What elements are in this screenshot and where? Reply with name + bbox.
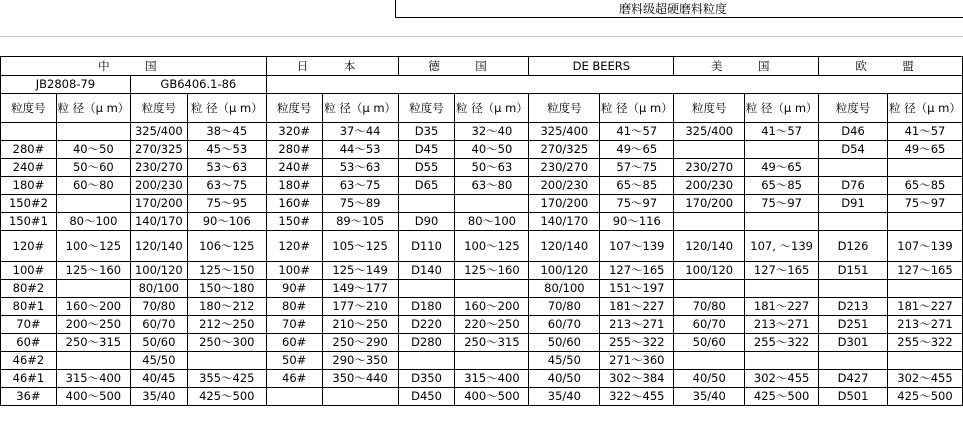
row-gridline [0,36,963,37]
grade-cell: D110 [398,231,455,262]
grade-cell: 40/50 [674,370,745,388]
size-cell [56,280,130,298]
size-cell: 125～150 [187,262,266,280]
size-cell: 75～89 [322,195,398,213]
size-cell [745,352,819,370]
country-header-row [1,57,963,76]
size-cell [887,352,962,370]
grade-cell [1,123,57,141]
size-cell: 181～227 [600,298,674,316]
size-cell: 220～250 [455,316,529,334]
size-cell: 302～384 [600,370,674,388]
size-cell: 212～250 [187,316,266,334]
size-cell: 400～500 [455,388,529,406]
grade-cell: 50/60 [529,334,600,352]
grade-cell: 180# [266,177,322,195]
size-cell [455,195,529,213]
table-row [1,231,963,262]
grade-cell: 50/60 [674,334,745,352]
size-cell [322,388,398,406]
country-usa: 美 国 [674,57,819,76]
size-cell: 213～271 [745,316,819,334]
size-cell: 315～400 [56,370,130,388]
size-cell [745,280,819,298]
size-cell: 181～227 [887,298,962,316]
grade-cell: 150# [266,213,322,231]
grade-cell [819,159,888,177]
size-cell: 40～50 [455,141,529,159]
grade-cell: 230/270 [130,159,187,177]
col-header-size: 粒 径（μ m） [600,94,674,123]
grade-cell: 170/200 [674,195,745,213]
grade-cell: 70/80 [529,298,600,316]
grade-cell: 45/50 [529,352,600,370]
grade-cell: 35/40 [529,388,600,406]
size-cell [887,280,962,298]
size-cell: 105～125 [322,231,398,262]
grade-cell: 35/40 [674,388,745,406]
size-cell: 125～160 [455,262,529,280]
grade-cell: 325/400 [674,123,745,141]
grade-cell: 270/325 [130,141,187,159]
size-cell: 213～271 [600,316,674,334]
table-row [1,370,963,388]
grade-cell: 160# [266,195,322,213]
grade-cell: 140/170 [130,213,187,231]
size-cell: 65～85 [600,177,674,195]
grade-cell: 230/270 [529,159,600,177]
size-cell: 250～300 [187,334,266,352]
col-header-size: 粒 径（μ m） [187,94,266,123]
table-row [1,123,963,141]
size-cell: 38～45 [187,123,266,141]
table-row [1,280,963,298]
grade-cell: D126 [819,231,888,262]
size-cell: 49～65 [887,141,962,159]
grade-cell: 200/230 [529,177,600,195]
col-header-grade: 粒度号 [398,94,455,123]
size-cell: 49～65 [600,141,674,159]
grade-cell: 280# [1,141,57,159]
col-header-size: 粒 径（μ m） [745,94,819,123]
grade-cell: 60/70 [674,316,745,334]
grade-cell [674,352,745,370]
size-cell [56,195,130,213]
grade-cell [819,352,888,370]
grade-cell: 150#1 [1,213,57,231]
grade-cell: D90 [398,213,455,231]
size-cell: 60～80 [56,177,130,195]
grade-cell: 80#2 [1,280,57,298]
grade-cell: 325/400 [529,123,600,141]
sheet-title: 磨料级超硬磨料粒度 [618,2,727,16]
grade-cell [398,352,455,370]
size-cell: 65～85 [745,177,819,195]
size-cell: 127～165 [887,262,962,280]
size-cell: 50～60 [56,159,130,177]
size-cell: 315～400 [455,370,529,388]
table-row [1,388,963,406]
size-cell: 107～139 [887,231,962,262]
grade-cell: 120/140 [529,231,600,262]
grade-cell: 90# [266,280,322,298]
grade-cell: D45 [398,141,455,159]
size-cell: 213～271 [887,316,962,334]
grade-cell: 80#1 [1,298,57,316]
size-cell: 177～210 [322,298,398,316]
size-cell: 50～63 [455,159,529,177]
grade-cell [398,195,455,213]
grade-cell: D301 [819,334,888,352]
size-cell: 41～57 [887,123,962,141]
country-eu: 欧 盟 [819,57,963,76]
country-debeers: DE BEERS [529,57,674,76]
size-cell: 255～322 [745,334,819,352]
standard-jb2808: JB2808-79 [1,76,131,94]
size-cell: 125～160 [56,262,130,280]
size-cell: 41～57 [745,123,819,141]
grade-cell: D180 [398,298,455,316]
size-cell: 107, ～139 [745,231,819,262]
standard-row-blank [266,76,962,94]
country-china: 中 国 [1,57,267,76]
table-row [1,298,963,316]
grade-cell: 150#2 [1,195,57,213]
size-cell: 89～105 [322,213,398,231]
size-cell: 350～440 [322,370,398,388]
grade-cell: D140 [398,262,455,280]
column-header-row [1,94,963,123]
size-cell [887,159,962,177]
grade-cell: 240# [1,159,57,177]
size-cell: 75～97 [600,195,674,213]
size-cell: 90～116 [600,213,674,231]
size-cell: 250～290 [322,334,398,352]
standard-row [1,76,963,94]
size-cell: 100～125 [56,231,130,262]
grade-cell: D65 [398,177,455,195]
col-header-size: 粒 径（μ m） [56,94,130,123]
size-cell: 355～425 [187,370,266,388]
size-cell: 250～315 [455,334,529,352]
grade-cell: D76 [819,177,888,195]
grade-cell: 100# [266,262,322,280]
table-row [1,262,963,280]
table-row [1,213,963,231]
grade-cell: D450 [398,388,455,406]
grade-cell: 36# [1,388,57,406]
title-bar [0,0,963,18]
grade-cell: D91 [819,195,888,213]
size-cell [887,213,962,231]
grade-cell: 240# [266,159,322,177]
size-cell: 271～360 [600,352,674,370]
size-cell: 40～50 [56,141,130,159]
size-cell: 127～165 [745,262,819,280]
grade-cell: D54 [819,141,888,159]
size-cell: 44～53 [322,141,398,159]
grade-cell: 80/100 [130,280,187,298]
size-cell: 80～100 [455,213,529,231]
size-cell: 49～65 [745,159,819,177]
size-cell: 100～125 [455,231,529,262]
grade-cell [819,280,888,298]
size-cell: 160～200 [56,298,130,316]
grade-cell: 40/50 [529,370,600,388]
size-cell [56,123,130,141]
table-row [1,195,963,213]
size-cell: 255～322 [600,334,674,352]
grit-size-table [0,56,963,406]
size-cell: 37～44 [322,123,398,141]
size-cell: 65～85 [887,177,962,195]
col-header-grade: 粒度号 [674,94,745,123]
grade-cell [266,388,322,406]
grade-cell: 230/270 [674,159,745,177]
size-cell: 290～350 [322,352,398,370]
size-cell: 75～95 [187,195,266,213]
grade-cell: 70/80 [674,298,745,316]
size-cell [187,352,266,370]
size-cell: 106～125 [187,231,266,262]
table-row [1,334,963,352]
size-cell: 149～177 [322,280,398,298]
size-cell: 57～75 [600,159,674,177]
size-cell: 302～455 [887,370,962,388]
grade-cell: 35/40 [130,388,187,406]
grade-cell: 80/100 [529,280,600,298]
size-cell: 80～100 [56,213,130,231]
grade-cell: 40/45 [130,370,187,388]
size-cell: 180～212 [187,298,266,316]
country-japan: 日 本 [266,57,398,76]
col-header-size: 粒 径（μ m） [322,94,398,123]
grade-cell: 60/70 [130,316,187,334]
grade-cell: 70/80 [130,298,187,316]
grade-cell: 60# [1,334,57,352]
size-cell: 255～322 [887,334,962,352]
grade-cell [819,213,888,231]
size-cell: 210～250 [322,316,398,334]
table-row [1,141,963,159]
grade-cell: 320# [266,123,322,141]
grade-cell: D251 [819,316,888,334]
grade-cell: 70# [1,316,57,334]
grade-cell: 100/120 [674,262,745,280]
size-cell: 53～63 [187,159,266,177]
grade-cell: 45/50 [130,352,187,370]
size-cell: 45～53 [187,141,266,159]
col-header-size: 粒 径（μ m） [455,94,529,123]
grade-cell: 200/230 [130,177,187,195]
table-row [1,177,963,195]
grade-cell: 80# [266,298,322,316]
size-cell [745,141,819,159]
col-header-grade: 粒度号 [130,94,187,123]
grade-cell: 50# [266,352,322,370]
size-cell [455,352,529,370]
size-cell: 425～500 [745,388,819,406]
size-cell: 160～200 [455,298,529,316]
size-cell: 63～75 [322,177,398,195]
grade-cell: 100# [1,262,57,280]
grade-cell [674,280,745,298]
grade-cell [674,213,745,231]
col-header-grade: 粒度号 [529,94,600,123]
size-cell: 41～57 [600,123,674,141]
size-cell: 75～97 [745,195,819,213]
grade-cell: D151 [819,262,888,280]
grade-cell: 120/140 [130,231,187,262]
grade-cell: D46 [819,123,888,141]
grade-cell: D280 [398,334,455,352]
table-row [1,316,963,334]
grade-cell: 46# [266,370,322,388]
title-underline [395,17,963,18]
size-cell: 250～315 [56,334,130,352]
size-cell: 53～63 [322,159,398,177]
grade-cell: 200/230 [674,177,745,195]
grade-cell: 100/120 [130,262,187,280]
size-cell: 400～500 [56,388,130,406]
grade-cell: 70# [266,316,322,334]
col-header-size: 粒 径（μ m） [887,94,962,123]
grade-cell [674,141,745,159]
size-cell [455,280,529,298]
grade-cell: 270/325 [529,141,600,159]
grade-cell: 60# [266,334,322,352]
size-cell: 125～149 [322,262,398,280]
size-cell: 75～97 [887,195,962,213]
grade-cell: 170/200 [130,195,187,213]
grade-cell: 140/170 [529,213,600,231]
grade-cell: D220 [398,316,455,334]
size-cell: 107～139 [600,231,674,262]
size-cell: 200～250 [56,316,130,334]
grade-cell: 46#2 [1,352,57,370]
grade-cell: 280# [266,141,322,159]
grade-cell: 120/140 [674,231,745,262]
size-cell: 425～500 [187,388,266,406]
col-header-grade: 粒度号 [1,94,57,123]
size-cell: 127～165 [600,262,674,280]
grade-cell: 60/70 [529,316,600,334]
grade-cell: 46#1 [1,370,57,388]
size-cell: 322～455 [600,388,674,406]
grade-cell: 325/400 [130,123,187,141]
grade-cell: 100/120 [529,262,600,280]
size-cell: 63～75 [187,177,266,195]
standard-gb6406: GB6406.1-86 [130,76,266,94]
size-cell: 32～40 [455,123,529,141]
grade-cell: 120# [1,231,57,262]
table-row [1,352,963,370]
grade-cell: 120# [266,231,322,262]
grade-cell: D213 [819,298,888,316]
size-cell: 181～227 [745,298,819,316]
size-cell: 63～80 [455,177,529,195]
grade-cell: D55 [398,159,455,177]
size-cell: 151～197 [600,280,674,298]
size-cell: 150～180 [187,280,266,298]
size-cell: 90～106 [187,213,266,231]
size-cell: 425～500 [887,388,962,406]
size-cell [56,352,130,370]
grade-cell: 170/200 [529,195,600,213]
grit-size-table-container [0,56,963,406]
col-header-grade: 粒度号 [266,94,322,123]
grade-cell: 50/60 [130,334,187,352]
grade-cell [398,280,455,298]
size-cell: 302～455 [745,370,819,388]
grade-cell: D350 [398,370,455,388]
grade-cell: 180# [1,177,57,195]
table-row [1,159,963,177]
col-header-grade: 粒度号 [819,94,888,123]
grade-cell: D427 [819,370,888,388]
grade-cell: D501 [819,388,888,406]
grade-cell: D35 [398,123,455,141]
size-cell [745,213,819,231]
country-germany: 德 国 [398,57,529,76]
